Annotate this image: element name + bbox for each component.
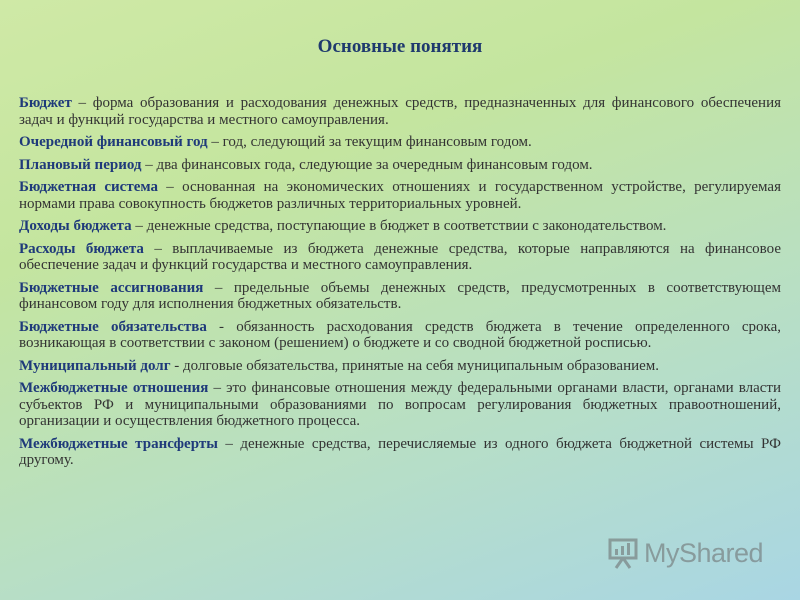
definition-text: - долговые обязательства, принятые на себя муниципальным образованием. [170, 357, 660, 374]
definition-term: Доходы бюджета [19, 218, 132, 234]
definition-text: – предельные объемы денежных средств, предусмотренных в соответствующем финансовом году для исполнения бюджетных обязательств. [19, 279, 781, 312]
definition-budget-expenditure [19, 241, 781, 274]
presentation-board-icon [608, 537, 638, 569]
definition-budget-obligations [19, 319, 781, 352]
definitions-list [19, 95, 781, 475]
definition-interbudgetary-relations [19, 380, 781, 430]
definition-term: Бюджетные ассигнования [19, 279, 204, 296]
definition-planning-period [19, 157, 781, 174]
definition-term: Муниципальный долг [19, 357, 171, 374]
definition-term: Бюджет [19, 95, 72, 111]
definition-budget [19, 95, 781, 128]
definition-budget-revenue [19, 218, 781, 235]
definition-term: Межбюджетные отношения [19, 380, 209, 396]
definition-term: Бюджетные обязательства [19, 318, 207, 335]
definition-text: – основанная на экономических отношениях и государственном устройстве, регулируемая нормами права совокупность бюджетов различных территориальных уровней. [19, 179, 781, 212]
definition-budget-system [19, 179, 781, 212]
definition-text: – форма образования и расходования денежных средств, предназначенных для финансового обеспечения задач и функций государства и местного самоуправления. [19, 95, 781, 128]
definition-term: Межбюджетные трансферты [19, 435, 218, 452]
definition-term: Очередной финансовый год [19, 134, 208, 150]
definition-budget-allocations [19, 280, 781, 313]
definition-text: – два финансовых года, следующие за очередным финансовым годом. [141, 156, 593, 173]
definition-text: – денежные средства, перечисляемые из одного бюджета бюджетной системы РФ другому. [19, 435, 781, 468]
definition-municipal-debt [19, 358, 781, 375]
definition-text: – выплачиваемые из бюджета денежные средства, которые направляются на финансовое обеспечение задач и функций государства и местного самоуправления. [19, 240, 781, 273]
definition-text: – денежные средства, поступающие в бюджет в соответствии с законодательством. [131, 218, 667, 234]
definition-text: – год, следующий за текущим финансовым годом. [207, 134, 532, 150]
watermark-text: MyShared [644, 537, 764, 568]
definition-text: - обязанность расходования средств бюджета в течение определенного срока, возникающая в соответствии с законом (решением) о бюджете и со сводной бюджетной росписью. [19, 318, 781, 351]
definition-term: Расходы бюджета [19, 240, 144, 257]
definition-text: – это финансовые отношения между федеральными органами власти, органами власти субъектов РФ и муниципальными образованиями по вопросам регулирования бюджетных правоотношений, организации и осуществления бюджетного процесса. [19, 380, 781, 429]
definition-term: Бюджетная система [19, 179, 158, 195]
definition-next-fiscal-year [19, 134, 781, 151]
definition-interbudgetary-transfers [19, 436, 781, 469]
watermark-logo [608, 535, 768, 571]
definition-term: Плановый период [19, 156, 142, 173]
page-title: Основные понятия [317, 36, 483, 57]
